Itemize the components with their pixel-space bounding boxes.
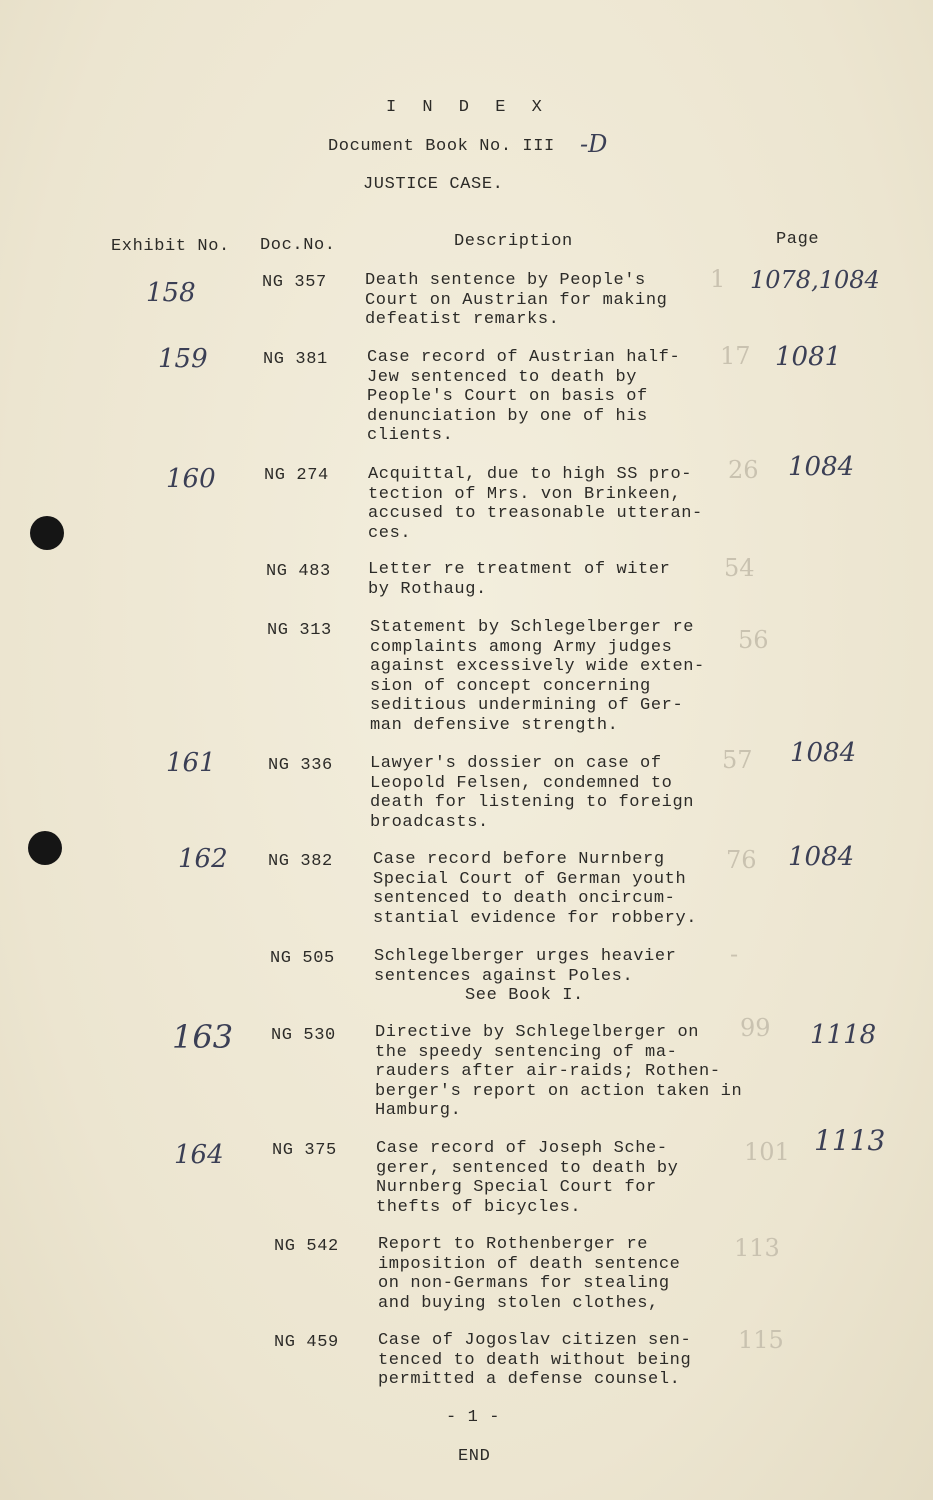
faint-page-number: 26 — [728, 456, 759, 484]
description: Case of Jogoslav citizen sen- tenced to death without being permitted a defense counsel. — [378, 1331, 692, 1390]
page-number: 1081 — [775, 342, 842, 372]
exhibit-number: 158 — [146, 278, 196, 308]
punch-hole-upper — [30, 516, 64, 550]
faint-page-number: 56 — [738, 626, 769, 654]
column-header-doc: Doc.No. — [260, 236, 336, 255]
description: Death sentence by People's Court on Austrian for making defeatist remarks. — [365, 271, 668, 330]
page-number: 1084 — [788, 842, 855, 872]
doc-number: NG 542 — [274, 1237, 339, 1256]
exhibit-number: 164 — [174, 1140, 224, 1170]
description: Report to Rothenberger re imposition of death sentence on non-Germans for stealing and buying stolen clothes, — [378, 1235, 681, 1313]
page-number: 1084 — [788, 452, 855, 482]
description: Directive by Schlegelberger on the speedy sentencing of ma- rauders after air-raids; Rothen- berger's report on action taken in Hamburg. — [375, 1023, 743, 1121]
faint-page-number: 101 — [744, 1138, 790, 1166]
description: Case record before Nurnberg Special Court of German youth sentenced to death oncircum- stantial evidence for robbery. — [373, 850, 698, 928]
doc-number: NG 459 — [274, 1333, 339, 1352]
exhibit-number: 162 — [178, 844, 228, 874]
faint-page-number: 76 — [726, 846, 757, 874]
book-handwritten-mark: -D — [580, 130, 608, 158]
faint-page-number: 113 — [734, 1234, 780, 1262]
description: Schlegelberger urges heavier sentences against Poles. — [374, 947, 677, 986]
description: Acquittal, due to high SS pro- tection of Mrs. von Brinkeen, accused to treasonable utteran- ces. — [368, 465, 703, 543]
page-number-footer: - 1 - — [446, 1408, 501, 1427]
page-number: 1084 — [790, 738, 857, 768]
faint-page-number: 115 — [738, 1326, 784, 1354]
description: Case record of Austrian half- Jew sentenced to death by People's Court on basis of denunciation by one of his clients. — [367, 348, 681, 446]
page-number: 1078,1084 — [750, 266, 880, 294]
description: Letter re treatment of witer by Rothaug. — [368, 560, 671, 599]
faint-page-number: 1 — [710, 265, 726, 293]
document-book-label: Document Book No. III — [328, 137, 555, 156]
column-header-exhibit: Exhibit No. — [111, 237, 230, 256]
exhibit-number: 163 — [172, 1018, 234, 1056]
doc-number: NG 313 — [267, 621, 332, 640]
exhibit-number: 160 — [166, 464, 216, 494]
doc-number: NG 274 — [264, 466, 329, 485]
column-header-page: Page — [776, 230, 820, 249]
end-marker: END — [458, 1447, 491, 1466]
faint-page-number: 54 — [724, 554, 755, 582]
faint-page-number: 99 — [740, 1014, 771, 1042]
exhibit-number: 161 — [166, 748, 216, 778]
doc-number: NG 483 — [266, 562, 331, 581]
doc-number: NG 357 — [262, 273, 327, 292]
faint-page-number: - — [730, 940, 739, 968]
see-book-note: See Book I. — [465, 986, 584, 1005]
doc-number: NG 382 — [268, 852, 333, 871]
doc-number: NG 530 — [271, 1026, 336, 1045]
page-number: 1118 — [810, 1020, 877, 1050]
faint-page-number: 17 — [720, 342, 751, 370]
case-title: JUSTICE CASE. — [363, 175, 504, 194]
doc-number: NG 505 — [270, 949, 335, 968]
description: Statement by Schlegelberger re complaints among Army judges against excessively wide exten- sion of concept concerning seditious undermining of Ger- man defensive strength. — [370, 618, 705, 735]
doc-number: NG 381 — [263, 350, 328, 369]
faint-page-number: 57 — [722, 746, 753, 774]
index-title: I N D E X — [386, 98, 550, 117]
column-header-description: Description — [454, 232, 573, 251]
punch-hole-lower — [28, 831, 62, 865]
description: Lawyer's dossier on case of Leopold Felsen, condemned to death for listening to foreign broadcasts. — [370, 754, 695, 832]
page-number: 1113 — [814, 1124, 886, 1157]
doc-number: NG 336 — [268, 756, 333, 775]
doc-number: NG 375 — [272, 1141, 337, 1160]
description: Case record of Joseph Sche- gerer, sentenced to death by Nurnberg Special Court for thefts of bicycles. — [376, 1139, 679, 1217]
exhibit-number: 159 — [158, 344, 208, 374]
